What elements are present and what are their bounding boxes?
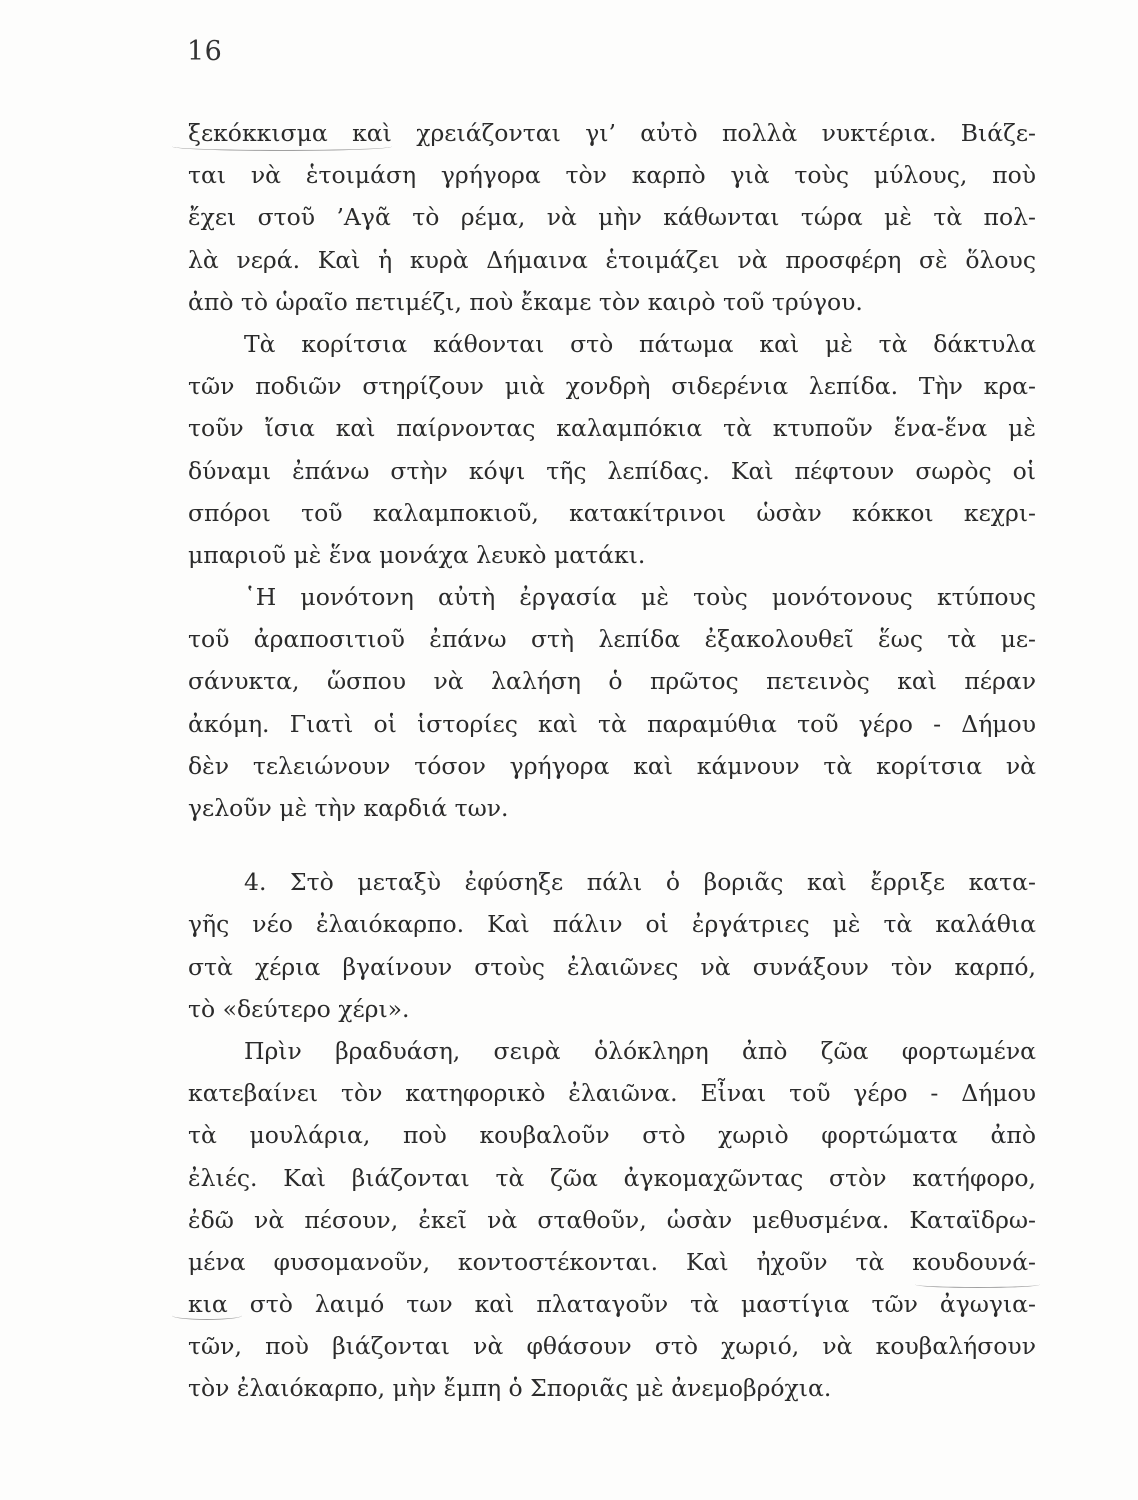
text-line: τὸ «δεύτερο χέρι». <box>188 994 410 1023</box>
text-line: κια στὸ λαιμό των καὶ πλαταγοῦν τὰ μαστίγια τῶν ἀγωγια- <box>188 1290 1036 1319</box>
text-line: γῆς νέο ἐλαιόκαρπο. Καὶ πάλιν οἱ ἐργάτριες μὲ τὰ καλάθια <box>188 910 1036 939</box>
text-line: δύναμι ἐπάνω στὴν κόψι τῆς λεπίδας. Καὶ πέφτουν σωρὸς οἱ <box>188 456 1036 485</box>
section-gap <box>188 829 1036 861</box>
text-line: ἀπὸ τὸ ὡραῖο πετιμέζι, ποὺ ἔκαμε τὸν καιρὸ τοῦ τρύγου. <box>188 287 863 316</box>
text-line: 4. Στὸ μεταξὺ ἐφύσηξε πάλι ὁ βοριᾶς καὶ ἔρριξε κατα- <box>244 868 1036 897</box>
text-line: Τὰ κορίτσια κάθονται στὸ πάτωμα καὶ μὲ τὰ δάκτυλα <box>244 329 1036 358</box>
text-line: μπαριοῦ μὲ ἕνα μονάχα λευκὸ ματάκι. <box>188 540 646 569</box>
text-line: τοῦν ἴσια καὶ παίρνοντας καλαμπόκια τὰ κτυποῦν ἕνα-ἕνα μὲ <box>188 414 1036 443</box>
text-line: ξεκόκκισμα καὶ χρειάζονται γι’ αὐτὸ πολλὰ νυκτέρια. Βιάζε- <box>188 119 1036 147</box>
pencil-underline-mark <box>915 1281 1040 1288</box>
text-line: τῶν ποδιῶν στηρίζουν μιὰ χονδρὴ σιδερένια λεπίδα. Τὴν κρα- <box>188 372 1036 401</box>
text-line: γελοῦν μὲ τὴν καρδιά των. <box>188 794 509 822</box>
body-text <box>188 112 1036 1410</box>
text-line: δὲν τελειώνουν τόσον γρήγορα καὶ κάμνουν τὰ κορίτσια νὰ <box>188 751 1036 780</box>
paragraph <box>188 576 1036 829</box>
text-line: μένα φυσομανοῦν, κοντοστέκονται. Καὶ ἠχοῦν τὰ κουδουνά- <box>188 1247 1036 1276</box>
text-line: στὰ χέρια βγαίνουν στοὺς ἐλαιῶνες νὰ συνάξουν τὸν καρπό, <box>188 952 1036 981</box>
page-number: 16 <box>187 36 223 67</box>
text-line: ἐλιές. Καὶ βιάζονται τὰ ζῶα ἀγκομαχῶντας στὸν κατήφορο, <box>188 1163 1036 1192</box>
text-line: ἐδῶ νὰ πέσουν, ἐκεῖ νὰ σταθοῦν, ὡσὰν μεθυσμένα. Καταϊδρω- <box>188 1205 1036 1234</box>
paragraph <box>188 861 1036 1030</box>
text-line: ἀκόμη. Γιατὶ οἱ ἱστορίες καὶ τὰ παραμύθια τοῦ γέρο - Δήμου <box>188 709 1036 738</box>
text-line: Πρὶν βραδυάση, σειρὰ ὁλόκληρη ἀπὸ ζῶα φορτωμένα <box>244 1036 1036 1065</box>
text-line: σάνυκτα, ὥσπου νὰ λαλήση ὁ πρῶτος πετεινὸς καὶ πέραν <box>188 667 1036 696</box>
text-line: σπόροι τοῦ καλαμποκιοῦ, κατακίτρινοι ὡσὰν κόκκοι κεχρι- <box>188 498 1036 527</box>
text-line: ῾Η μονότονη αὐτὴ ἐργασία μὲ τοὺς μονότονους κτύπους <box>244 583 1036 612</box>
paragraph <box>188 1030 1036 1410</box>
pencil-underline-mark <box>172 1311 242 1320</box>
text-line: ἔχει στοῦ ’Αγᾶ τὸ ρέμα, νὰ μὴν κάθωνται τώρα μὲ τὰ πολ- <box>188 203 1036 232</box>
text-line: τοῦ ἀραποσιτιοῦ ἐπάνω στὴ λεπίδα ἐξακολουθεῖ ἕως τὰ με- <box>188 625 1036 654</box>
text-line: τῶν, ποὺ βιάζονται νὰ φθάσουν στὸ χωριό, νὰ κουβαλήσουν <box>188 1332 1036 1361</box>
text-line: λὰ νερά. Καὶ ἡ κυρὰ Δήμαινα ἑτοιμάζει νὰ προσφέρη σὲ ὅλους <box>188 245 1036 274</box>
text-line: κατεβαίνει τὸν κατηφορικὸ ἐλαιῶνα. Εἶναι τοῦ γέρο - Δήμου <box>188 1079 1036 1108</box>
text-line: τὸν ἐλαιόκαρπο, μὴν ἔμπη ὁ Σποριᾶς μὲ ἀνεμοβρόχια. <box>188 1374 832 1403</box>
text-line: ται νὰ ἑτοιμάση γρήγορα τὸν καρπὸ γιὰ τοὺς μύλους, ποὺ <box>188 161 1036 190</box>
pencil-underline-mark <box>172 142 392 151</box>
paragraph <box>188 323 1036 576</box>
text-line: τὰ μουλάρια, ποὺ κουβαλοῦν στὸ χωριὸ φορτώματα ἀπὸ <box>188 1121 1036 1150</box>
